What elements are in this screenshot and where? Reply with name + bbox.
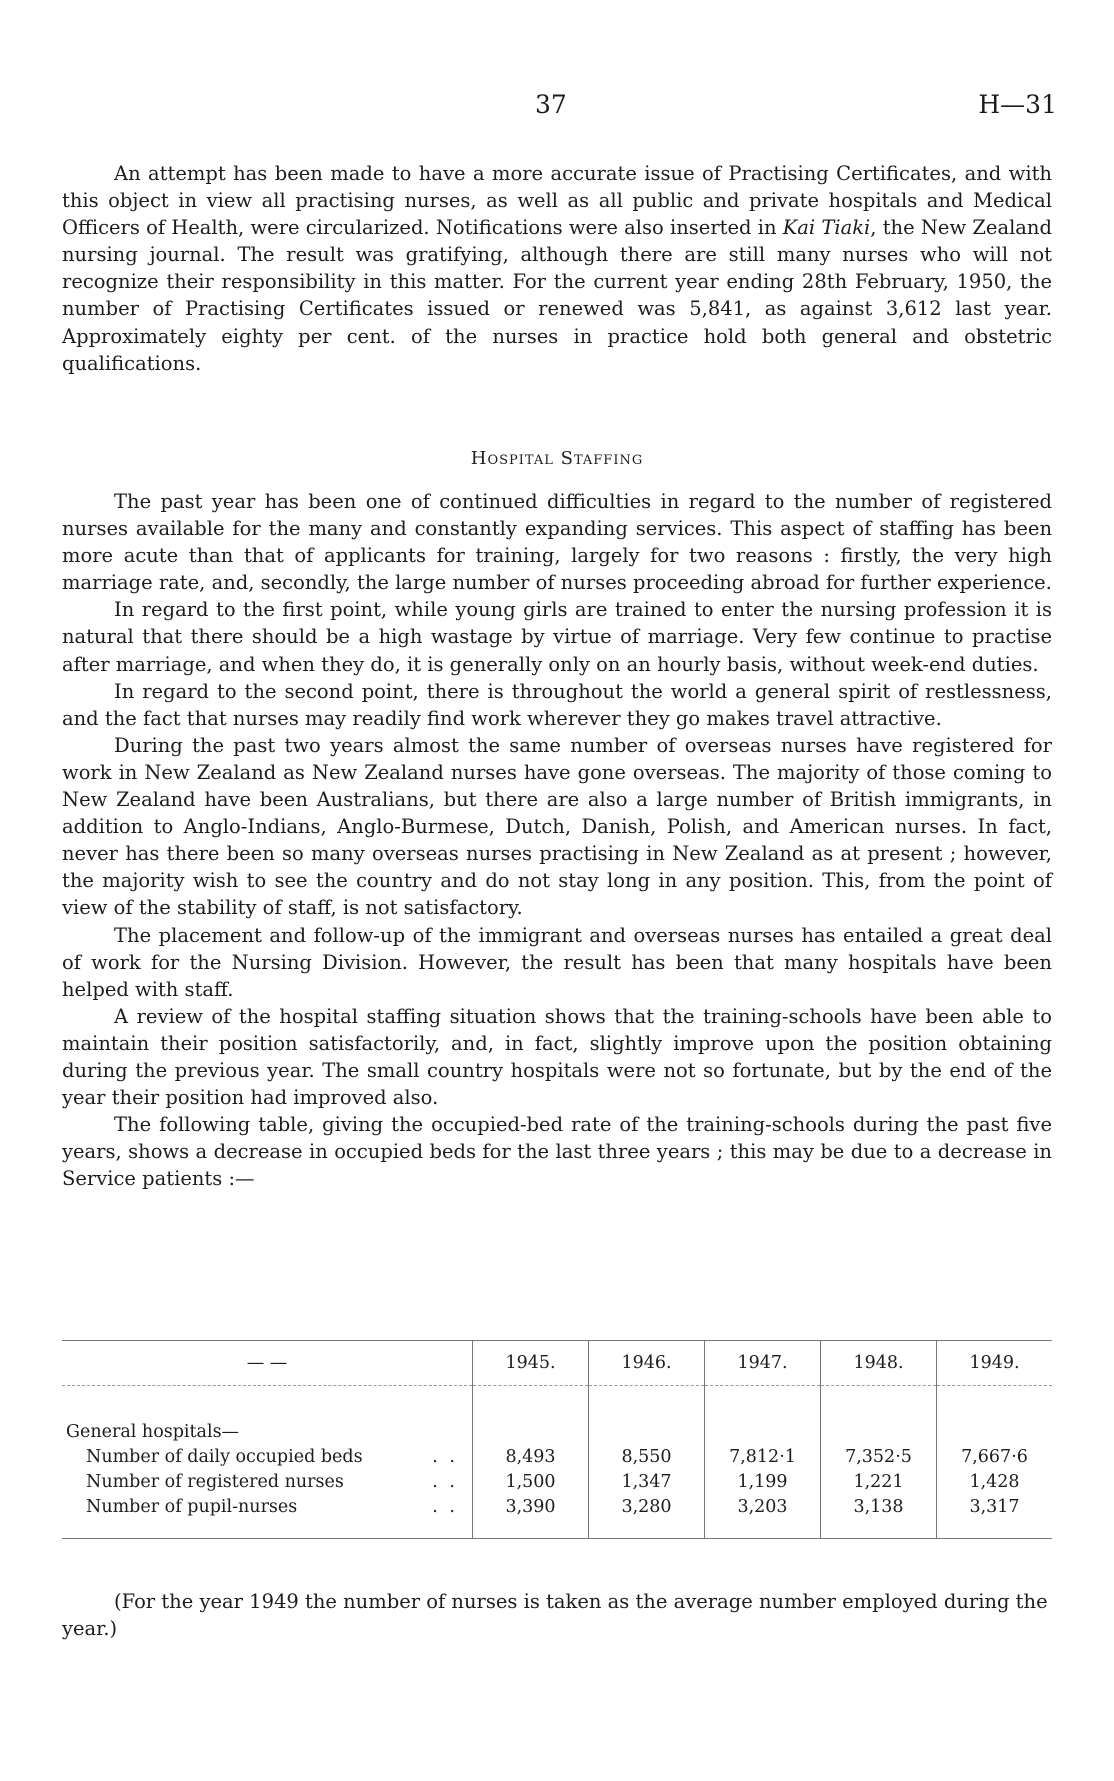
table-cell: 3,203 <box>705 1495 821 1539</box>
table-header-stub: — — <box>62 1341 473 1386</box>
row-label: Number of daily occupied beds <box>86 1447 363 1467</box>
table-cell: 3,280 <box>589 1495 705 1539</box>
body-paragraph: In regard to the first point, while young girls are trained to enter the nursing profession it is natural that there should be a high wastage by virtue of marriage. Very few continue to practise after marriage, and when they do, it is generally only on an hourly basis, without week-end duties. <box>62 598 1052 676</box>
row-label: Number of registered nurses <box>86 1472 344 1492</box>
table-cell: 8,550 <box>589 1445 705 1470</box>
row-label-cell <box>62 1495 473 1539</box>
table-cell: 3,390 <box>473 1495 589 1539</box>
table-spacer-row <box>62 1386 1052 1421</box>
page-header <box>0 90 1114 130</box>
table-row <box>62 1495 1052 1539</box>
table-row <box>62 1470 1052 1495</box>
table-cell: 3,317 <box>937 1495 1053 1539</box>
year-header: 1946. <box>589 1341 705 1386</box>
body-paragraph: The placement and follow-up of the immigrant and overseas nurses has entailed a great deal of work for the Nursing Division. However, the result has been that many hospitals have been helped with staff. <box>62 923 1052 1001</box>
body-paragraph: The following table, giving the occupied-bed rate of the training-schools during the past five years, shows a decrease in occupied beds for the last three years ; this may be due to a decrease in Service patients :— <box>62 1113 1052 1191</box>
table-cell: 1,199 <box>705 1470 821 1495</box>
staffing-section <box>62 488 1052 1192</box>
row-label-cell <box>62 1470 473 1495</box>
group-label: General hospitals— <box>66 1422 240 1442</box>
leader-dots: . . <box>432 1472 458 1492</box>
body-paragraph: A review of the hospital staffing situation shows that the training-schools have been able to maintain their position satisfactorily, and, in fact, slightly improve upon the position obtaining during the previous year. The small country hospitals were not so fortunate, but by the end of the year their position had improved also. <box>62 1004 1052 1110</box>
intro-text-2: , the New Zealand nursing journal. The result was gratifying, although there are still many nurses who will not recognize their responsibility in this matter. For the current year ending 28th February, 1950, the number of Practising Certificates issued or renewed was 5,841, as against 3,612 last year. Approximately eighty per cent. of the nurses in practice hold both general and obstetric qualifications. <box>62 216 1052 375</box>
intro-section <box>62 160 1052 377</box>
table-cell: 8,493 <box>473 1445 589 1470</box>
table-cell: 1,428 <box>937 1470 1053 1495</box>
page-number: 37 <box>535 90 567 119</box>
intro-text-1: An attempt has been made to have a more accurate issue of Practising Certificates, and with this object in view all practising nurses, as well as all public and private hospitals and Medical Officers of Health, were circularized. Notifications were also inserted in <box>62 162 1052 240</box>
table-cell: 7,667·6 <box>937 1445 1053 1470</box>
table-row <box>62 1445 1052 1470</box>
year-header: 1949. <box>937 1341 1053 1386</box>
row-label: Number of pupil-nurses <box>86 1497 298 1517</box>
year-header: 1948. <box>821 1341 937 1386</box>
table-cell: 1,500 <box>473 1470 589 1495</box>
document-reference: H—31 <box>978 90 1057 119</box>
year-header: 1947. <box>705 1341 821 1386</box>
table-footnote: (For the year 1949 the number of nurses is taken as the average number employed during the year.) <box>62 1590 1048 1640</box>
body-paragraph: During the past two years almost the same number of overseas nurses have registered for work in New Zealand as New Zealand nurses have gone overseas. The majority of those coming to New Zealand have been Australians, but there are also a large number of British immigrants, in addition to Anglo-Indians, Anglo-Burmese, Dutch, Danish, Polish, and American nurses. In fact, never has there been so many overseas nurses practising in New Zealand as at present ; however, the majority wish to see the country and do not stay long in any position. This, from the point of view of the stability of staff, is not satisfactory. <box>62 733 1052 920</box>
journal-title: Kai Tiaki <box>782 216 871 240</box>
table-cell: 1,221 <box>821 1470 937 1495</box>
year-header: 1945. <box>473 1341 589 1386</box>
body-paragraph: The past year has been one of continued difficulties in regard to the number of registered nurses available for the many and constantly expanding services. This aspect of staffing has been more acute than that of applicants for training, largely for two reasons : firstly, the very high marriage rate, and, secondly, the large number of nurses proceeding abroad for further experience. <box>62 490 1052 595</box>
body-paragraph: In regard to the second point, there is throughout the world a general spirit of restlessness, and the fact that nurses may readily find work wherever they go makes travel attractive. <box>62 679 1052 730</box>
table-cell: 1,347 <box>589 1470 705 1495</box>
intro-paragraph <box>62 160 1052 377</box>
section-heading: Hospital Staffing <box>470 448 644 469</box>
table-cell: 7,352·5 <box>821 1445 937 1470</box>
table-header-row <box>62 1341 1052 1386</box>
row-label-cell <box>62 1445 473 1470</box>
table-group-row <box>62 1420 1052 1445</box>
leader-dots: . . <box>432 1447 458 1467</box>
leader-dots: . . <box>432 1497 458 1517</box>
table-cell: 3,138 <box>821 1495 937 1539</box>
occupied-bed-table <box>62 1340 1052 1539</box>
table-cell: 7,812·1 <box>705 1445 821 1470</box>
